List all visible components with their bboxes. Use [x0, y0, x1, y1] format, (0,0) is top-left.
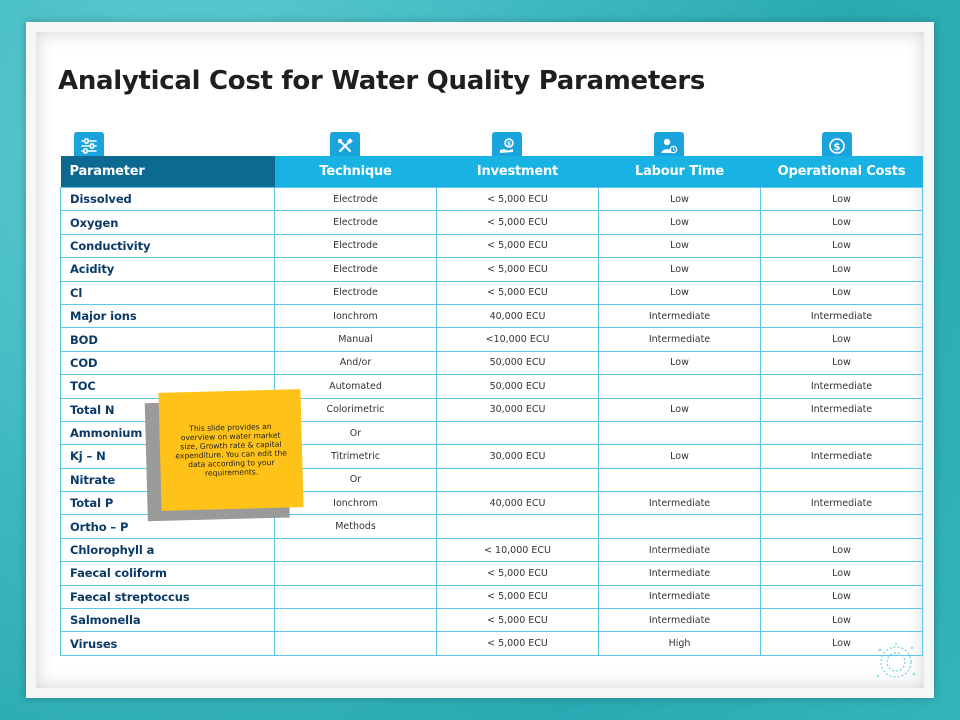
cell-param: Faecal streptoccus: [61, 585, 275, 608]
table-row: [61, 585, 923, 608]
cell-labour-time: Intermediate: [599, 492, 761, 515]
cell-investment: [437, 421, 599, 444]
cell-investment: < 5,000 ECU: [437, 234, 599, 257]
cell-investment: [437, 515, 599, 538]
cell-operational-costs: Low: [761, 538, 923, 561]
cell-labour-time: Intermediate: [599, 328, 761, 351]
cell-operational-costs: [761, 421, 923, 444]
cell-operational-costs: Low: [761, 281, 923, 304]
cell-investment: <10,000 ECU: [437, 328, 599, 351]
cell-param: Faecal coliform: [61, 562, 275, 585]
table-row: [61, 515, 923, 538]
cell-param: Dissolved: [61, 188, 275, 211]
cell-labour-time: Intermediate: [599, 538, 761, 561]
table-row: [61, 609, 923, 632]
cell-param: Oxygen: [61, 211, 275, 234]
cell-technique: [275, 585, 437, 608]
table-row: [61, 258, 923, 281]
cell-labour-time: [599, 468, 761, 491]
cell-technique: Ionchrom: [275, 304, 437, 327]
table-row: [61, 304, 923, 327]
cell-operational-costs: Intermediate: [761, 304, 923, 327]
table-row: [61, 328, 923, 351]
cell-param: Chlorophyll a: [61, 538, 275, 561]
slide-content: [36, 32, 924, 688]
cell-operational-costs: Low: [761, 234, 923, 257]
cell-technique: Titrimetric: [275, 445, 437, 468]
cell-technique: [275, 632, 437, 655]
header-investment: Investment: [437, 156, 599, 188]
sticky-note: [158, 389, 303, 511]
table-row: [61, 281, 923, 304]
cell-labour-time: Low: [599, 398, 761, 421]
cell-investment: < 5,000 ECU: [437, 632, 599, 655]
cell-investment: 50,000 ECU: [437, 351, 599, 374]
slide-frame: [26, 22, 934, 698]
cell-operational-costs: Low: [761, 258, 923, 281]
cell-technique: Ionchrom: [275, 492, 437, 515]
cell-technique: [275, 609, 437, 632]
cell-investment: 30,000 ECU: [437, 398, 599, 421]
cell-investment: 40,000 ECU: [437, 492, 599, 515]
cell-investment: < 5,000 ECU: [437, 609, 599, 632]
table-header-row: [61, 156, 923, 188]
cell-technique: Or: [275, 468, 437, 491]
cell-param: Cl: [61, 281, 275, 304]
cell-labour-time: [599, 375, 761, 398]
header-technique: Technique: [275, 156, 437, 188]
cell-technique: Electrode: [275, 234, 437, 257]
cell-param: TOC: [61, 375, 275, 398]
cell-param: Conductivity: [61, 234, 275, 257]
cell-labour-time: Low: [599, 211, 761, 234]
cell-param: Ammonium: [61, 421, 275, 444]
cell-labour-time: Low: [599, 234, 761, 257]
cell-technique: Electrode: [275, 188, 437, 211]
cell-param: Viruses: [61, 632, 275, 655]
cell-investment: [437, 468, 599, 491]
cell-technique: Electrode: [275, 281, 437, 304]
cell-technique: Or: [275, 421, 437, 444]
cell-operational-costs: Intermediate: [761, 492, 923, 515]
svg-text:$: $: [833, 141, 841, 153]
table-row: [61, 234, 923, 257]
cell-technique: Methods: [275, 515, 437, 538]
sticky-note-text: This slide provides an overview on water market size, Growth rate & capital expenditure. You can edit the data according to your requirements.: [175, 421, 287, 478]
cell-operational-costs: Intermediate: [761, 375, 923, 398]
cell-investment: 30,000 ECU: [437, 445, 599, 468]
header-labour-time: Labour Time: [599, 156, 761, 188]
cell-investment: < 5,000 ECU: [437, 562, 599, 585]
cell-operational-costs: Low: [761, 632, 923, 655]
table-row: [61, 188, 923, 211]
cell-param: Salmonella: [61, 609, 275, 632]
cell-param: Major ions: [61, 304, 275, 327]
cell-operational-costs: Low: [761, 609, 923, 632]
cell-param: Acidity: [61, 258, 275, 281]
cell-param: Ortho – P: [61, 515, 275, 538]
cell-technique: Manual: [275, 328, 437, 351]
cell-technique: [275, 538, 437, 561]
cell-technique: Electrode: [275, 258, 437, 281]
table-row: [61, 538, 923, 561]
svg-text:$: $: [506, 140, 512, 148]
water-splash-decoration: [872, 640, 920, 684]
cell-operational-costs: [761, 515, 923, 538]
cell-param: Kj – N: [61, 445, 275, 468]
cell-operational-costs: Intermediate: [761, 398, 923, 421]
table-row: [61, 211, 923, 234]
cell-labour-time: Low: [599, 258, 761, 281]
cell-operational-costs: Low: [761, 188, 923, 211]
cell-investment: < 5,000 ECU: [437, 188, 599, 211]
cell-investment: < 5,000 ECU: [437, 211, 599, 234]
cell-operational-costs: Low: [761, 585, 923, 608]
cell-operational-costs: Low: [761, 211, 923, 234]
cell-investment: 40,000 ECU: [437, 304, 599, 327]
cell-investment: < 5,000 ECU: [437, 585, 599, 608]
table-row: [61, 562, 923, 585]
cell-technique: And/or: [275, 351, 437, 374]
cell-labour-time: Intermediate: [599, 585, 761, 608]
cell-labour-time: Intermediate: [599, 304, 761, 327]
cell-param: Total N: [61, 398, 275, 421]
cell-technique: Electrode: [275, 211, 437, 234]
cell-param: Nitrate: [61, 468, 275, 491]
cell-operational-costs: Low: [761, 351, 923, 374]
cell-param: BOD: [61, 328, 275, 351]
page-title: Analytical Cost for Water Quality Parameters: [58, 66, 706, 96]
cell-operational-costs: Intermediate: [761, 445, 923, 468]
cell-labour-time: Intermediate: [599, 562, 761, 585]
cell-operational-costs: [761, 468, 923, 491]
cell-operational-costs: Low: [761, 562, 923, 585]
cell-technique: [275, 562, 437, 585]
cell-labour-time: Low: [599, 188, 761, 211]
header-parameter: Parameter: [61, 156, 275, 188]
cell-labour-time: Low: [599, 351, 761, 374]
cell-technique: Automated: [275, 375, 437, 398]
cell-operational-costs: Low: [761, 328, 923, 351]
cell-labour-time: [599, 515, 761, 538]
cell-labour-time: Low: [599, 445, 761, 468]
table-row: [61, 632, 923, 655]
cell-labour-time: Intermediate: [599, 609, 761, 632]
cell-investment: < 5,000 ECU: [437, 258, 599, 281]
cell-labour-time: Low: [599, 281, 761, 304]
cell-investment: < 5,000 ECU: [437, 281, 599, 304]
cell-investment: 50,000 ECU: [437, 375, 599, 398]
cell-labour-time: [599, 421, 761, 444]
cell-investment: < 10,000 ECU: [437, 538, 599, 561]
cell-param: Total P: [61, 492, 275, 515]
cell-technique: Colorimetric: [275, 398, 437, 421]
table-row: [61, 351, 923, 374]
cell-param: COD: [61, 351, 275, 374]
header-operational-costs: Operational Costs: [761, 156, 923, 188]
cell-labour-time: High: [599, 632, 761, 655]
